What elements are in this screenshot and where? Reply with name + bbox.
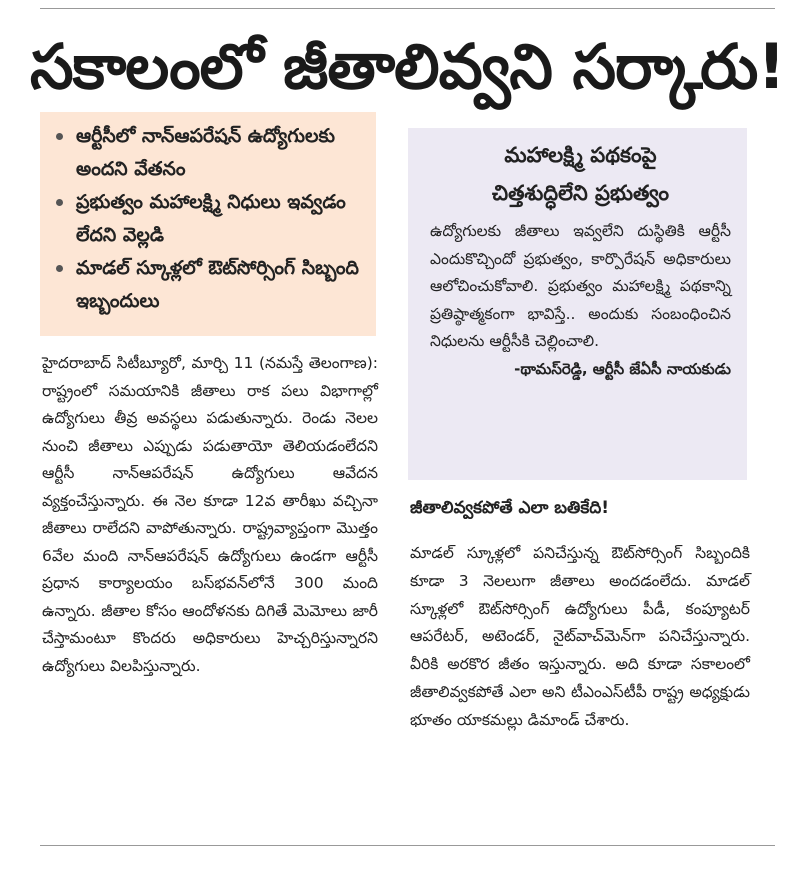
article-body: హైదరాబాద్ సిటీబ్యూరో, మార్చి 11 (నమస్తే తెలంగాణ): రాష్ట్రంలో సమయానికి జీతాలు రాక పలు విభాగాల్లో ఉద్యోగులు తీవ్ర అవస్థలు పడుతున్నారు. రెండు నెలల నుంచి జీతాలు ఎప్పుడు పడుతాయో తెలియడంలేదని ఆర్టీసీ నాన్‌ఆపరేషన్ ఉద్యోగులు ఆవేదన వ్యక్తంచేస్తున్నారు. ఈ నెల కూడా 12వ తారీఖు వచ్చినా జీతాలు రాలేదని వాపోతున్నారు. రాష్ట్రవ్యాప్తంగా మొత్తం 6వేల మంది నాన్‌ఆపరేషన్ ఉద్యోగులు ఉండగా ఆర్టీసీ ప్రధాన కార్యాలయం బస్‌భవన్‌లోనే 300 మంది ఉన్నారు. జీతాల కోసం ఆందోళనకు దిగితే మెమోలు జారీ చేస్తామంటూ కొందరు అధికారులు హెచ్చరిస్తున్నారని ఉద్యోగులు విలపిస్తున్నారు. [42,354,378,675]
highlights-box [40,112,376,336]
highlights-list [54,120,366,318]
highlight-item [54,252,366,318]
sub-article-heading: జీతాలివ్వకపోతే ఎలా బతికేది! [410,498,609,518]
highlight-item [54,120,366,186]
sub-article-body: మాడల్ స్కూళ్లలో పనిచేస్తున్న ఔట్‌సోర్సింగ్ సిబ్బందికి కూడా 3 నెలలుగా జీతాలు అందడంలేదు. మాడల్ స్కూళ్లలో ఔట్‌సోర్సింగ్ ఉద్యోగులు పీడీ, కంప్యూటర్ ఆపరేటర్, అటెండర్, నైట్‌వాచ్‌మెన్‌గా పనిచేస్తున్నారు. వీరికి అరకొర జీతం ఇస్తున్నారు. అది కూడా సకాలంలో జీతాలివ్వకపోతే ఎలా అని టీఎంఎస్‌టీపీ రాష్ట్ర అధ్యక్షుడు భూతం యాకమల్లు డిమాండ్ చేశారు. [410,544,750,729]
quote-title-line-1: మహాలక్ష్మి పథకంపై [504,143,657,167]
bullet-icon [56,265,63,272]
quote-attribution: -థామస్‌రెడ్డి, ఆర్టీసీ జేఏసీ నాయకుడు [514,359,731,378]
highlight-text: ఆర్టీసీలో నాన్‌ఆపరేషన్ ఉద్యోగులకు అందని వేతనం [76,125,335,180]
highlight-text: ప్రభుత్వం మహాలక్ష్మి నిధులు ఇవ్వడం లేదని వెల్లడి [76,191,346,246]
quote-title-line-2: చిత్తశుద్ధిలేని ప్రభుత్వం [492,181,669,205]
quote-box [408,128,747,480]
bullet-icon [56,133,63,140]
highlight-text: మాడల్ స్కూళ్లలో ఔట్‌సోర్సింగ్ సిబ్బంది ఇబ్బందులు [76,257,359,312]
bullet-icon [56,199,63,206]
bottom-rule [40,845,775,846]
headline: సకాలంలో జీతాలివ్వని సర్కారు! [30,30,785,103]
quote-body: ఉద్యోగులకు జీతాలు ఇవ్వలేని దుస్థితికి ఆర్టీసీ ఎందుకొచ్చిందో ప్రభుత్వం, కార్పొరేషన్ అధికారులు ఆలోచించుకోవాలి. ప్రభుత్వం మహాలక్ష్మి పథకాన్ని ప్రతిష్ఠాత్మకంగా భావిస్తే.. అందుకు సంబంధించిన నిధులను ఆర్టీసీకి చెల్లించాలి. [430,222,731,350]
top-rule [40,8,775,9]
highlight-item [54,186,366,252]
